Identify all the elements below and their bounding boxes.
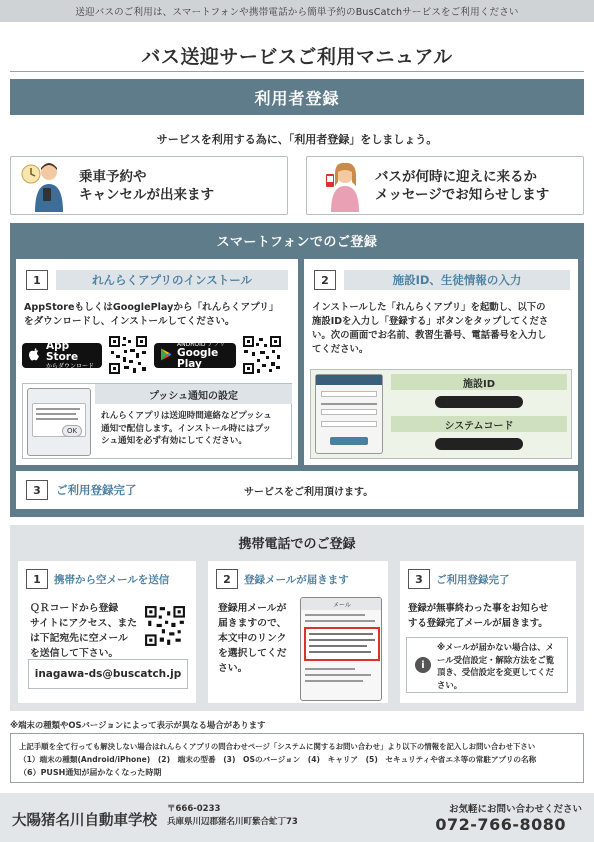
mobile-step2-line5: さい。 (218, 663, 248, 674)
mobile-step2-card (208, 561, 388, 703)
registration-qr-code (144, 605, 186, 647)
page-title: バス送迎サービスご利用マニュアル (141, 46, 453, 68)
mobile-step2-line4: を選択してくだ (218, 648, 287, 659)
push-dialog-ok-button[interactable]: OK (62, 425, 82, 437)
help-line1: 上記手順を全て行っても解決しない場合はれんらくアプリの問合わせページ「システムに関するお問い合わせ」より以下の情報を記入しお問い合わせ下さい (19, 742, 536, 751)
footer (0, 793, 594, 842)
smartphone-section (10, 223, 584, 517)
mail-screenshot-header: メール (301, 598, 382, 610)
feature-booking (10, 156, 288, 215)
smartphone-heading: スマートフォンでのご登録 (216, 234, 378, 250)
registration-screen-screenshot (315, 374, 383, 454)
intro-text: サービスを利用する為に、「利用者登録」をしましょう。 (156, 133, 438, 146)
woman-with-phone-illustration (315, 160, 369, 212)
top-notice-bar (0, 0, 594, 22)
mobile-step1-line1: ＱＲコードから登録 (30, 603, 119, 614)
info-icon: i (415, 657, 431, 673)
mobile-step1-line3: は下記宛先に空メール (30, 633, 128, 644)
push-text-line2: 通知で配信します。インストール時にはプッ (101, 423, 272, 434)
smartphone-step2-panel (304, 259, 578, 465)
help-line3: （6）PUSH通知が届かなくなった時期 (19, 768, 162, 777)
googleplay-qr-code (242, 335, 282, 375)
mobile-step2-line3: 本文中のリンク (218, 633, 287, 644)
mobile-step2-line1: 登録用メールが (218, 603, 287, 614)
mobile-step1-line4: を送信して下さい。 (30, 648, 119, 659)
mobile-step1-card (18, 561, 196, 703)
phone-number[interactable]: 072-766-8080 (435, 815, 566, 834)
note-line3: 頂き、受信設定を変更してくだ (437, 667, 554, 677)
top-notice-text: 送迎バスのご利用は、スマートフォンや携帯電話から簡単予約のBusCatchサービスをご利用ください (75, 7, 519, 18)
mobile-section (10, 525, 584, 711)
school-name: 大陽猪名川自動車学校 (12, 813, 157, 829)
step1-text-line2: をダウンロードし、インストールしてください。 (24, 316, 235, 327)
registration-band: 利用者登録 (10, 79, 584, 115)
mobile-step3-number: 3 (408, 569, 430, 589)
mobile-heading: 携帯電話でのご登録 (238, 536, 356, 552)
step2-title: 施設ID、生徒情報の入力 (344, 270, 570, 290)
mobile-step2-title: 登録メールが届きます (244, 573, 349, 586)
step2-text-line1: インストールした「れんらくアプリ」を起動し、以下の (312, 302, 546, 313)
smartphone-step3-panel (16, 471, 578, 509)
system-code-value-redacted (435, 438, 523, 450)
help-info-box (10, 733, 584, 783)
mobile-step3-line1: 登録が無事終わった事をお知らせ (408, 603, 549, 614)
mail-link-highlight (304, 627, 380, 661)
appstore-qr-code (108, 335, 148, 375)
googleplay-label: Google Play (177, 347, 219, 370)
registration-email-address[interactable]: inagawa-ds@buscatch.jp (28, 659, 188, 689)
help-line2: （1）端末の種類(Android/iPhone) (2) 端末の型番 (3) OSのバージョン (4) キャリア (5) セキュリティや省エネ等の常駐アプリの名称 (19, 755, 537, 764)
googleplay-sublabel: ANDROID アプリ (177, 341, 226, 348)
push-text-line1: れんらくアプリは送迎時間連絡などプッシュ (101, 411, 272, 421)
step2-text-line2: 施設IDを入力し「登録する」ボタンをタップしてくださ (312, 316, 549, 327)
step1-number: 1 (26, 270, 48, 290)
push-title: プッシュ通知の設定 (95, 384, 292, 404)
step2-text-line3: い。次の画面でお名前、教習生番号、電話番号を入力し (312, 330, 547, 341)
registration-form-image (310, 369, 572, 459)
step2-text-line4: てください。 (312, 344, 369, 355)
mobile-step1-number: 1 (26, 569, 48, 589)
googleplay-button[interactable] (154, 343, 236, 368)
title-divider (10, 71, 584, 72)
google-play-icon (160, 346, 172, 365)
push-notification-box (22, 383, 292, 459)
feature-right-line2: メッセージでお知らせします (375, 186, 550, 203)
step3-number: 3 (26, 480, 48, 500)
push-dialog-screenshot (27, 388, 91, 456)
step1-title: れんらくアプリのインストール (56, 270, 288, 290)
feature-notification (306, 156, 584, 215)
feature-left-line2: キャンセルが出来ます (79, 186, 214, 203)
step1-text-line1: AppStoreもしくはGooglePlayから「れんらくアプリ」 (24, 302, 279, 313)
appstore-button[interactable] (22, 340, 102, 370)
note-line1: ※メールが届かない場合は、メ (437, 642, 554, 652)
mobile-step1-title: 携帯から空メールを送信 (54, 573, 170, 586)
appstore-label: App Store (46, 340, 79, 363)
man-with-phone-illustration (19, 160, 73, 212)
mobile-step3-line2: する登録完了メールが届きます。 (408, 618, 548, 629)
display-variation-note: ※端末の種類やOSバージョンによって表示が異なる場合があります (10, 720, 266, 730)
mobile-step2-line2: 届きますので、 (218, 618, 287, 629)
mail-not-received-note (406, 637, 568, 693)
note-line4: さい。 (437, 679, 463, 690)
apple-icon (28, 346, 40, 365)
zip-code: 〒666-0233 (167, 804, 221, 814)
mail-screenshot (300, 597, 382, 701)
step3-text: サービスをご利用頂けます。 (244, 486, 374, 498)
step3-title: ご利用登録完了 (56, 483, 137, 497)
address: 兵庫県川辺郡猪名川町紫合虻丁73 (167, 817, 298, 827)
system-code-label: システムコード (391, 416, 567, 432)
mobile-step3-card (400, 561, 576, 703)
mobile-step2-number: 2 (216, 569, 238, 589)
smartphone-step1-panel (16, 259, 298, 465)
step2-number: 2 (314, 270, 336, 290)
appstore-sublabel: からダウンロード (46, 363, 95, 370)
mobile-step1-line2: サイトにアクセス、また (30, 618, 138, 629)
facility-id-value-redacted (435, 396, 523, 408)
feature-left-line1: 乗車予約や (79, 168, 147, 185)
mobile-step3-title: ご利用登録完了 (436, 573, 510, 586)
contact-label: お気軽にお問い合わせください (448, 804, 582, 815)
facility-id-label: 施設ID (391, 374, 567, 390)
note-line2: ール受信設定・解除方法をご覧 (437, 654, 555, 665)
push-text-line3: シュ通知を必ず有効にしてください。 (101, 436, 247, 446)
feature-right-line1: バスが何時に迎えに来るか (375, 168, 537, 185)
